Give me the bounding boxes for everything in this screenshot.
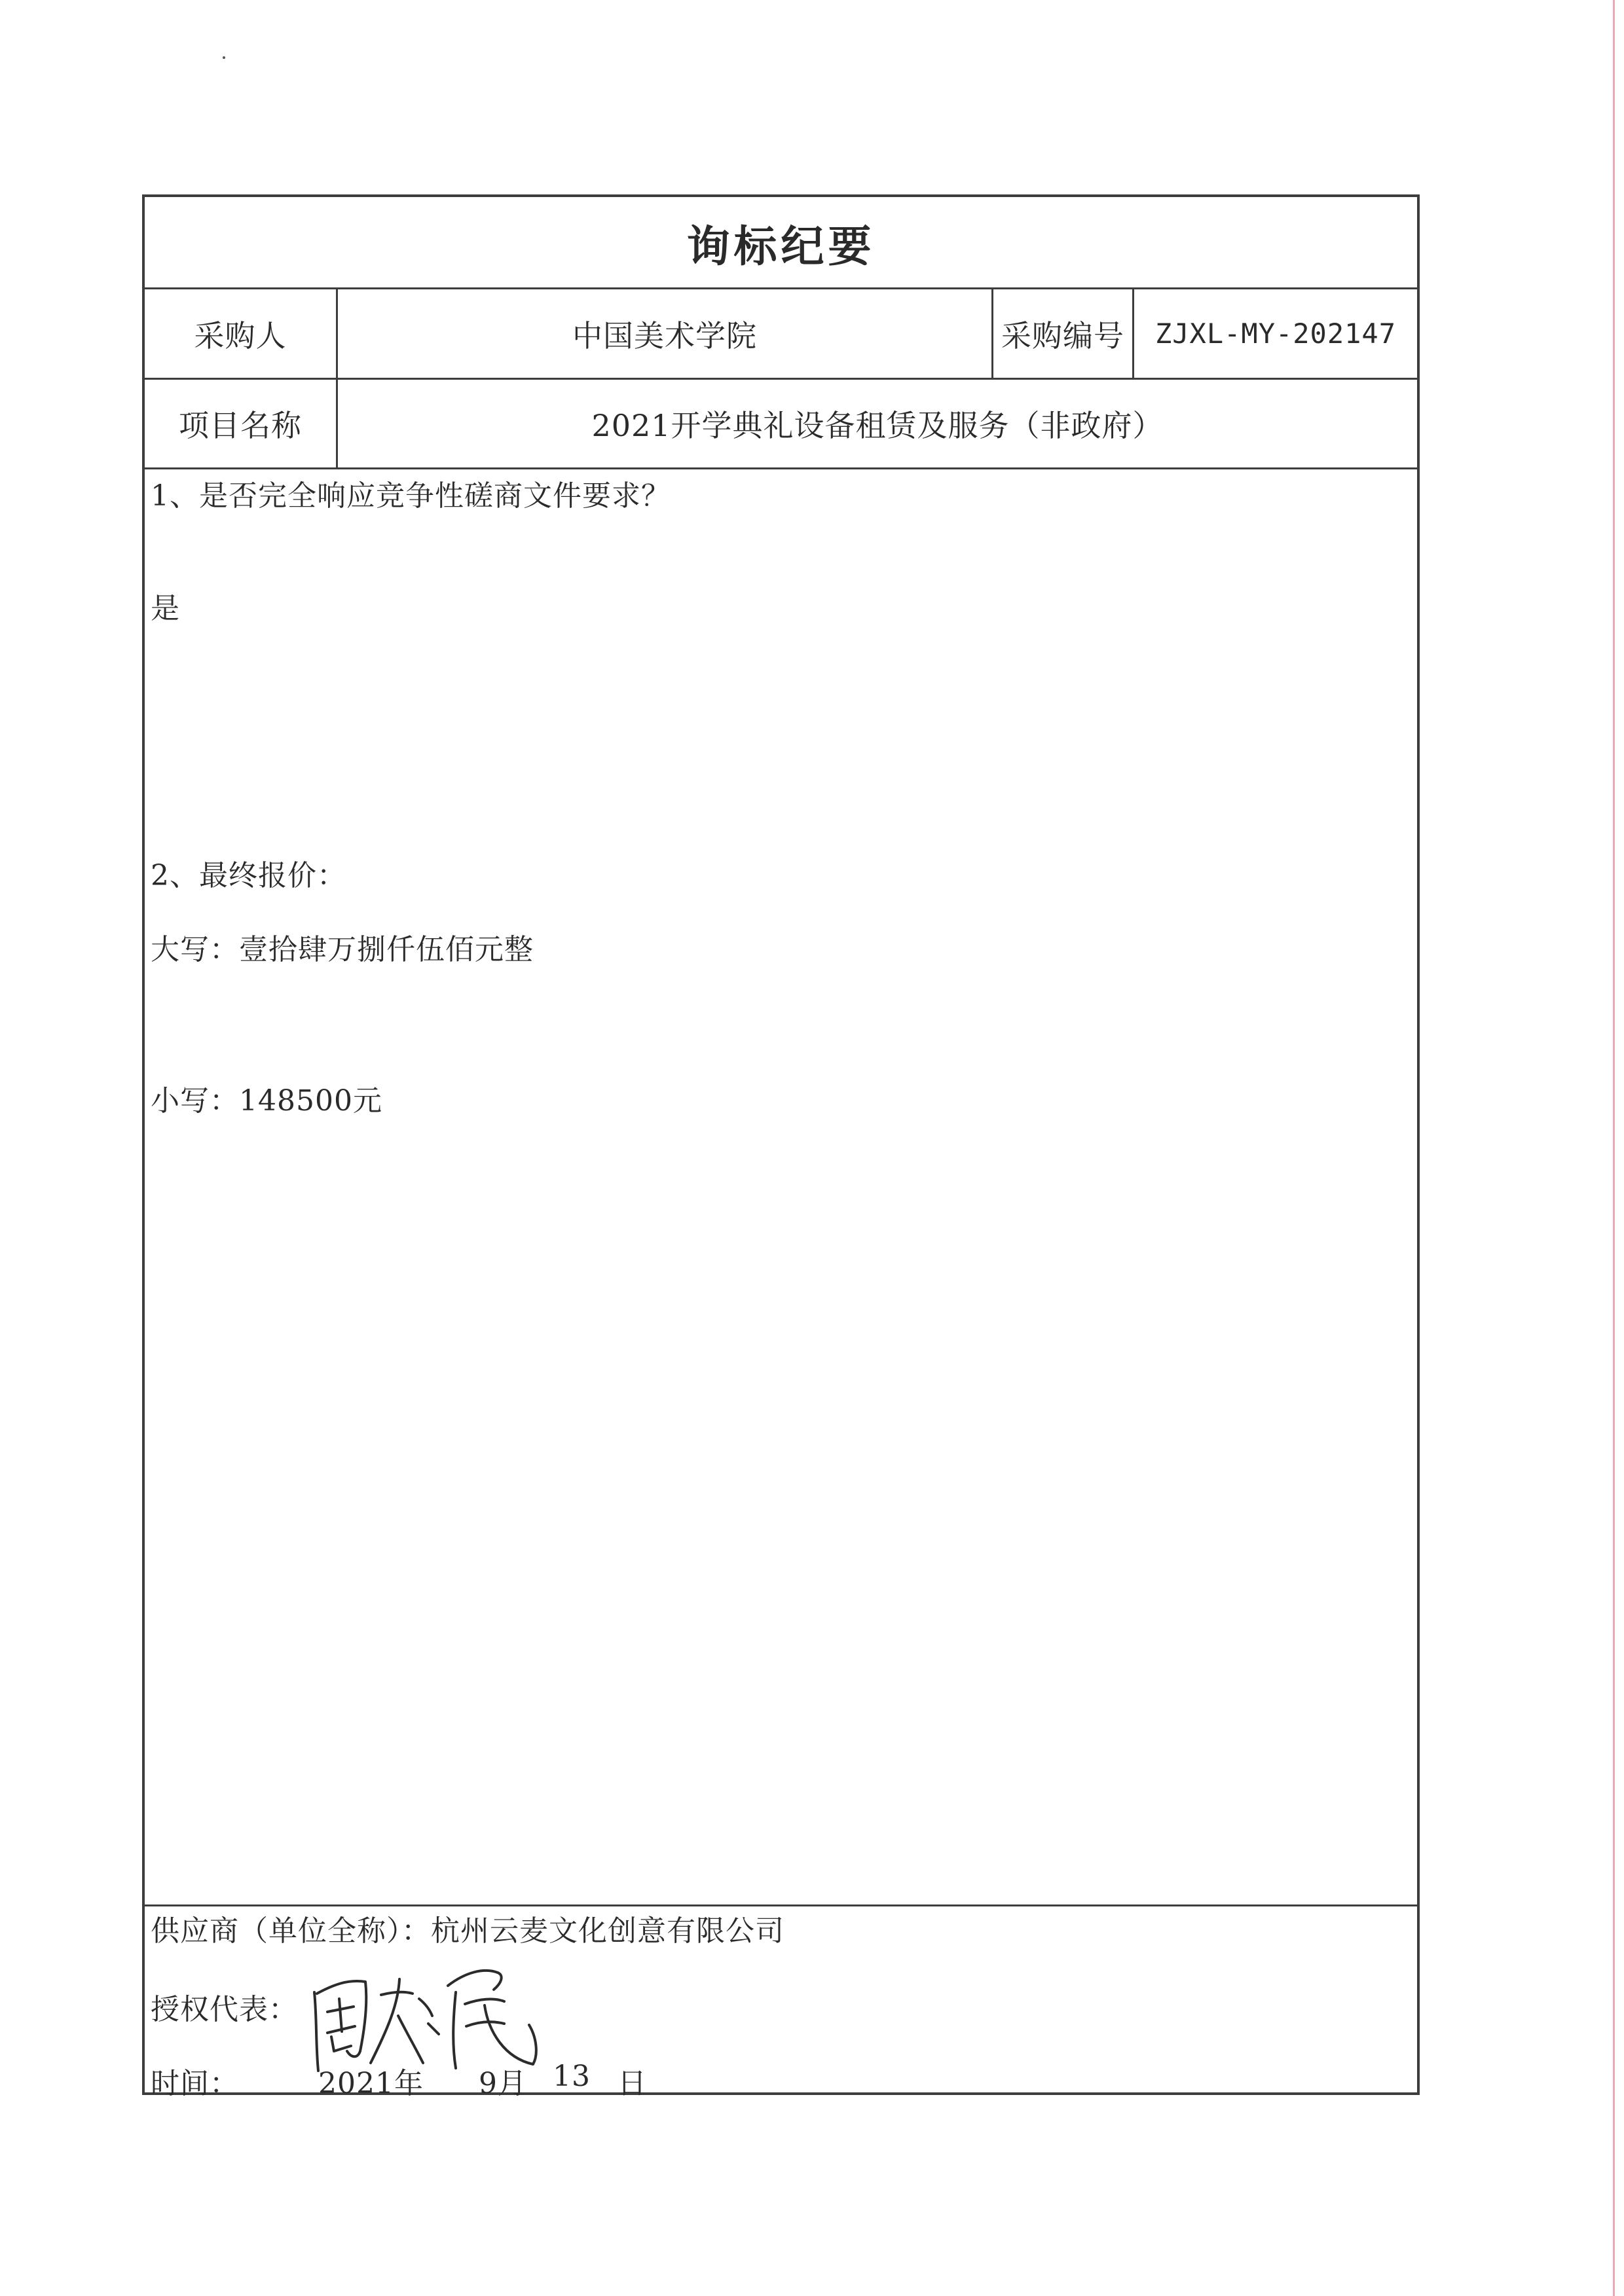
time-label: 时间： [151, 2067, 239, 2100]
date-day: 13 [553, 2060, 591, 2093]
handwritten-signature [308, 1953, 544, 2077]
date-month: 9月 [479, 2067, 527, 2100]
date-day-suffix: 日 [618, 2067, 647, 2100]
procurement-no-label: 采购编号 [1001, 318, 1124, 354]
rule-above-footer [145, 1904, 1417, 1906]
margin-line [1613, 0, 1615, 2296]
supplier-line: 供应商（单位全称）：杭州云麦文化创意有限公司 [151, 1914, 784, 1948]
answer-1: 是 [151, 592, 180, 625]
scan-speck [223, 56, 225, 59]
date-year: 2021年 [318, 2067, 424, 2100]
amount-in-words: 大写：壹拾肆万捌仟伍佰元整 [151, 933, 534, 966]
project-name-label: 项目名称 [179, 408, 302, 443]
procurement-no-value: ZJXL-MY-202147 [1154, 318, 1396, 350]
representative-label: 授权代表： [151, 1993, 298, 2026]
project-name-value: 2021开学典礼设备租赁及服务（非政府） [591, 408, 1164, 443]
rule-under-project-row [145, 467, 1417, 469]
form-title: 询标纪要 [686, 220, 876, 272]
question-2: 2、最终报价： [151, 859, 346, 892]
question-1: 1、是否完全响应竞争性磋商文件要求？ [151, 479, 671, 513]
purchaser-value: 中国美术学院 [572, 318, 757, 354]
amount-in-figures: 小写：148500元 [151, 1084, 382, 1118]
purchaser-label: 采购人 [194, 318, 287, 354]
bid-inquiry-form [142, 194, 1420, 2100]
